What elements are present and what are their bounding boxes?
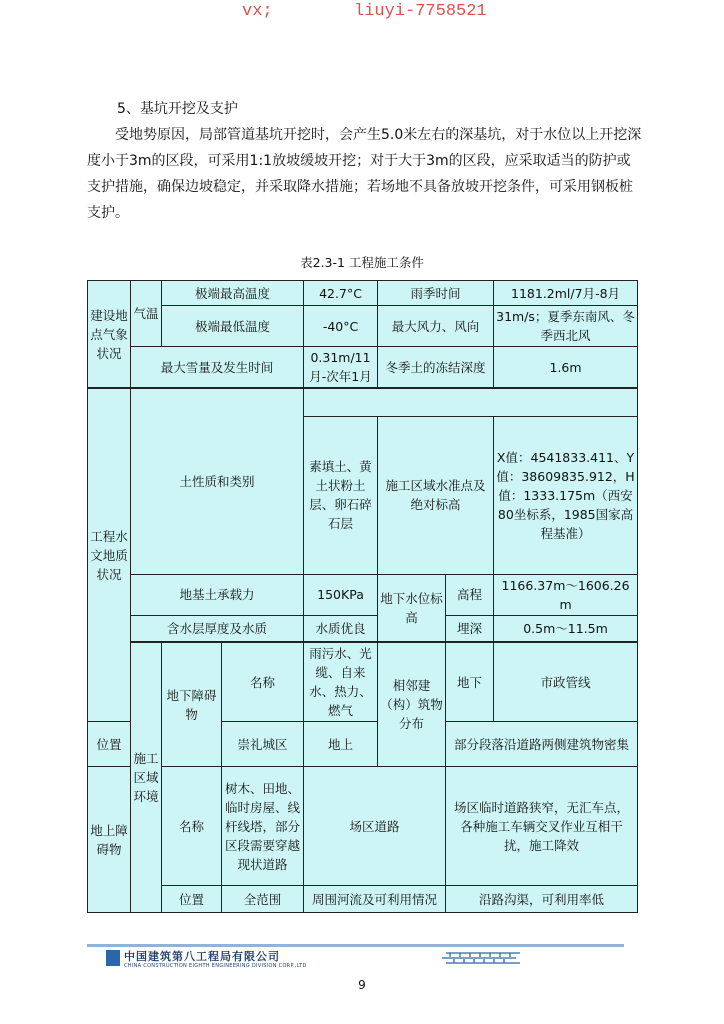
cell-soil-value: 素填土、黄土状粉土层、卵石碎石层	[304, 416, 378, 574]
cell-benchmark-label: 施工区域水准点及绝对标高	[378, 416, 494, 574]
cell-frozen-value: 1.6m	[494, 347, 638, 389]
cell-river-value: 沿路沟渠，可利用率低	[446, 886, 638, 913]
cell-temperature: 气温	[131, 281, 162, 347]
cell-adjacent-structures: 相邻建（构）筑物分布	[378, 642, 446, 767]
cell-aquifer-value: 水质优良	[304, 615, 378, 642]
footer-divider	[87, 944, 624, 947]
cell-above-value: 部分段落沿道路两侧建筑物密集	[446, 722, 638, 767]
cell-underground-label: 地下	[446, 642, 494, 722]
paragraph-text: 受地势原因，局部管道基坑开挖时，会产生5.0米左右的深基坑，对于水位以上开挖深度小于3m的区段，可采用1:1放坡缓坡开挖；对于大于3m的区段，应采取适当的防护或支护措施，确保边坡稳定，并采取降水措施；若场地不具备放坡开挖条件，可采用钢板桩支护。	[87, 127, 642, 221]
page-number: 9	[358, 978, 366, 992]
cell-river-label: 周围河流及可利用情况	[304, 886, 446, 913]
cell-location-label: 位置	[88, 722, 131, 767]
cell-min-temp-value: -40°C	[304, 306, 378, 347]
company-name: 中国建筑第八工程局有限公司	[124, 950, 280, 963]
watermark	[0, 2, 724, 22]
cell-max-temp-value: 42.7°C	[304, 281, 378, 306]
cell-soil-label: 土性质和类别	[131, 388, 304, 574]
cell-name-label-2: 名称	[162, 767, 222, 886]
cell-underground-name-value: 雨污水、光缆、自来水、热力、燃气	[304, 642, 378, 722]
cell-bearing-value: 150KPa	[304, 574, 378, 615]
cell-min-temp-label: 极端最低温度	[162, 306, 304, 347]
body-paragraph	[87, 122, 642, 226]
cell-site-road-value: 场区临时道路狭窄，无汇车点，各种施工车辆交叉作业互相干扰，施工降效	[446, 767, 638, 886]
cell-underground-value: 市政管线	[494, 642, 638, 722]
cell-environment: 施工区域环境	[131, 642, 162, 913]
cell-bearing-label: 地基土承载力	[131, 574, 304, 615]
cell-ground-name-value: 树木、田地、临时房屋、线杆线塔，部分区段需要穿越现状道路	[222, 767, 304, 886]
brand-wave-icon	[440, 950, 530, 968]
cell-groundwater-label: 地下水位标高	[378, 574, 446, 642]
cell-name-label: 名称	[222, 642, 304, 722]
cell-snow-value: 0.31m/11月-次年1月	[304, 347, 378, 389]
cell-elevation-label: 高程	[446, 574, 494, 615]
cell-above-label: 地上	[304, 722, 378, 767]
cell-depth-value: 0.5m～11.5m	[494, 615, 638, 642]
cell-empty	[304, 388, 638, 416]
cell-frozen-label: 冬季土的冻结深度	[378, 347, 494, 389]
cell-rain-label: 雨季时间	[378, 281, 494, 306]
cell-rain-value: 1181.2ml/7月-8月	[494, 281, 638, 306]
cell-depth-label: 埋深	[446, 615, 494, 642]
cell-wind-label: 最大风力、风向	[378, 306, 494, 347]
cell-benchmark-value: X值：4541833.411、Y值：38609835.912，H值：1333.175m（西安80坐标系，1985国家高程基准）	[494, 416, 638, 574]
cell-underground-obstacles: 地下障碍物	[162, 642, 222, 767]
cell-ground-obstacles: 地上障碍物	[88, 767, 131, 913]
cell-elevation-value: 1166.37m～1606.26m	[494, 574, 638, 615]
cell-aquifer-label: 含水层厚度及水质	[131, 615, 304, 642]
cell-location-label-2: 位置	[162, 886, 222, 913]
cell-wind-value: 31m/s；夏季东南风、冬季西北风	[494, 306, 638, 347]
cell-site-road-label: 场区道路	[304, 767, 446, 886]
cell-site-climate: 建设地点气象状况	[88, 281, 131, 389]
cell-ground-location-value: 全范围	[222, 886, 304, 913]
table-caption: 表2.3-1 工程施工条件	[300, 255, 424, 270]
watermark-right: liuyi-7758521	[354, 2, 487, 21]
watermark-left: vx;	[242, 2, 273, 21]
cell-geo-hydro: 工程水文地质状况	[88, 388, 131, 722]
cell-underground-location-value: 崇礼城区	[222, 722, 304, 767]
construction-conditions-table	[87, 280, 638, 913]
cell-snow-label: 最大雪量及发生时间	[131, 347, 304, 389]
section-heading: 5、基坑开挖及支护	[117, 101, 238, 117]
company-name-en: CHINA CONSTRUCTION EIGHTH ENGINEERING DIVISION CORP.,LTD	[124, 963, 307, 969]
company-logo-icon	[106, 950, 120, 966]
cell-max-temp-label: 极端最高温度	[162, 281, 304, 306]
